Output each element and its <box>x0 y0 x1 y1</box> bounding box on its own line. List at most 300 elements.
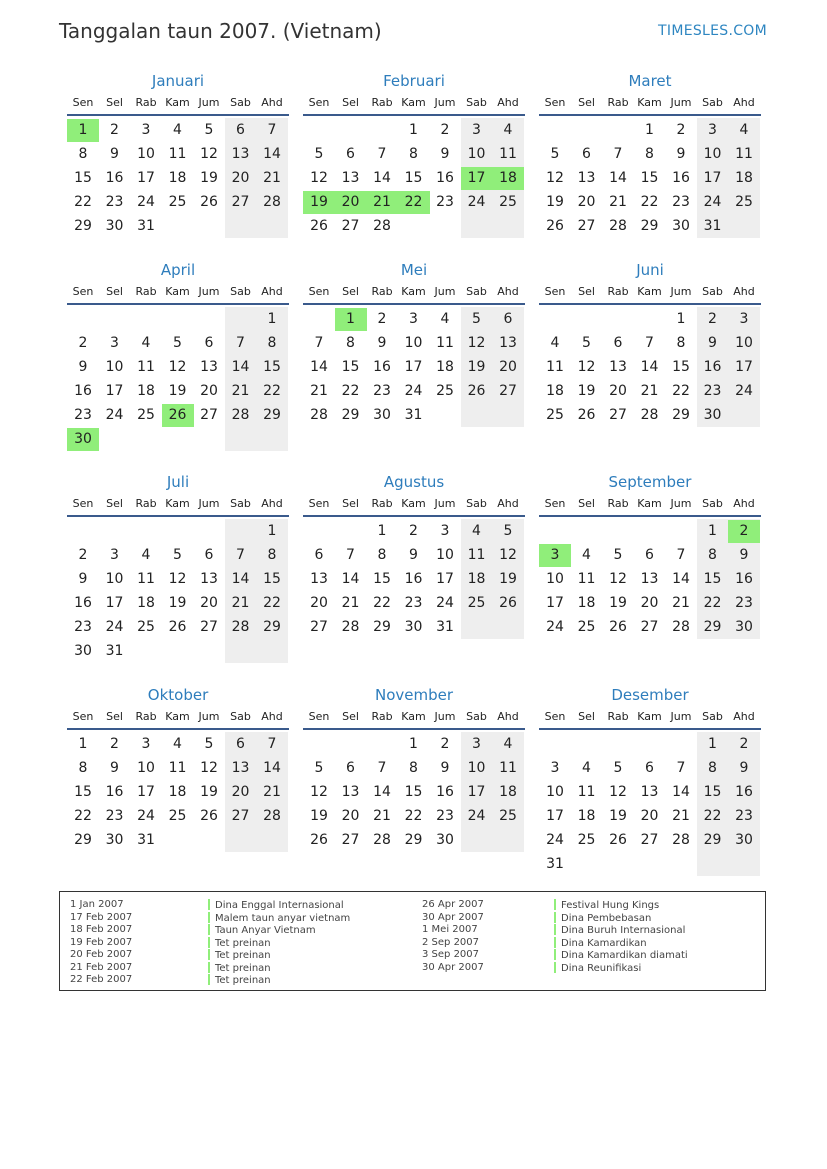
day-cell[interactable]: 13 <box>310 571 328 587</box>
day-cell[interactable]: 30 <box>703 407 722 423</box>
day-cell[interactable]: 6 <box>582 146 591 162</box>
day-cell[interactable]: 23 <box>74 407 92 423</box>
day-cell[interactable]: 1 <box>78 736 88 752</box>
day-cell[interactable]: 28 <box>373 218 391 234</box>
day-cell[interactable]: 30 <box>436 832 454 848</box>
day-cell[interactable]: 7 <box>676 760 686 776</box>
day-cell[interactable]: 18 <box>168 784 187 800</box>
holiday-day-cell[interactable]: 30 <box>67 428 99 451</box>
day-cell[interactable]: 8 <box>267 335 277 351</box>
day-cell[interactable]: 23 <box>105 194 124 210</box>
day-cell[interactable]: 4 <box>440 311 450 327</box>
day-cell[interactable]: 14 <box>373 170 391 186</box>
day-cell[interactable]: 20 <box>310 595 328 611</box>
day-cell[interactable]: 4 <box>582 760 591 776</box>
day-cell[interactable]: 4 <box>173 736 182 752</box>
day-cell[interactable]: 30 <box>735 832 753 848</box>
day-cell[interactable]: 20 <box>341 808 360 824</box>
day-cell[interactable]: 22 <box>74 808 92 824</box>
day-cell[interactable]: 31 <box>703 218 722 234</box>
day-cell[interactable]: 29 <box>263 407 281 423</box>
day-cell[interactable]: 16 <box>672 170 690 186</box>
day-cell[interactable]: 24 <box>105 407 124 423</box>
day-cell[interactable]: 29 <box>404 832 423 848</box>
day-cell[interactable]: 26 <box>609 832 627 848</box>
day-cell[interactable]: 29 <box>373 619 391 635</box>
day-cell[interactable]: 29 <box>640 218 659 234</box>
day-cell[interactable]: 3 <box>110 335 119 351</box>
day-cell[interactable]: 27 <box>640 619 659 635</box>
day-cell[interactable]: 14 <box>373 784 391 800</box>
day-cell[interactable]: 19 <box>168 595 187 611</box>
day-cell[interactable]: 18 <box>546 383 564 399</box>
day-cell[interactable]: 25 <box>735 194 753 210</box>
day-cell[interactable]: 8 <box>645 146 654 162</box>
day-cell[interactable]: 27 <box>499 383 517 399</box>
day-cell[interactable]: 10 <box>105 359 124 375</box>
holiday-day-cell[interactable]: 21 <box>366 191 398 214</box>
day-cell[interactable]: 15 <box>74 170 92 186</box>
day-cell[interactable]: 31 <box>137 832 155 848</box>
day-cell[interactable]: 24 <box>137 808 155 824</box>
day-cell[interactable]: 3 <box>141 736 151 752</box>
day-cell[interactable]: 16 <box>105 170 124 186</box>
day-cell[interactable]: 8 <box>346 335 355 351</box>
day-cell[interactable]: 28 <box>609 218 627 234</box>
day-cell[interactable]: 10 <box>546 784 564 800</box>
holiday-day-cell[interactable]: 20 <box>335 191 367 214</box>
day-cell[interactable]: 14 <box>263 146 281 162</box>
day-cell[interactable]: 12 <box>499 547 517 563</box>
day-cell[interactable]: 18 <box>577 808 596 824</box>
day-cell[interactable]: 24 <box>467 808 486 824</box>
day-cell[interactable]: 30 <box>404 619 423 635</box>
day-cell[interactable]: 17 <box>105 383 124 399</box>
holiday-day-cell[interactable]: 1 <box>335 308 367 331</box>
day-cell[interactable]: 7 <box>645 335 654 351</box>
day-cell[interactable]: 7 <box>676 547 686 563</box>
day-cell[interactable]: 21 <box>310 383 328 399</box>
day-cell[interactable]: 8 <box>409 760 418 776</box>
day-cell[interactable]: 9 <box>739 760 749 776</box>
day-cell[interactable]: 18 <box>436 359 454 375</box>
day-cell[interactable]: 17 <box>404 359 423 375</box>
day-cell[interactable]: 25 <box>577 832 596 848</box>
day-cell[interactable]: 22 <box>373 595 391 611</box>
day-cell[interactable]: 8 <box>708 760 717 776</box>
day-cell[interactable]: 17 <box>546 595 564 611</box>
day-cell[interactable]: 30 <box>74 643 92 659</box>
day-cell[interactable]: 5 <box>582 335 591 351</box>
day-cell[interactable]: 12 <box>310 170 328 186</box>
day-cell[interactable]: 20 <box>231 170 250 186</box>
day-cell[interactable]: 17 <box>105 595 124 611</box>
day-cell[interactable]: 4 <box>141 335 151 351</box>
day-cell[interactable]: 19 <box>609 808 627 824</box>
day-cell[interactable]: 20 <box>577 194 596 210</box>
day-cell[interactable]: 1 <box>267 523 277 539</box>
day-cell[interactable]: 14 <box>672 571 690 587</box>
day-cell[interactable]: 2 <box>409 523 418 539</box>
day-cell[interactable]: 14 <box>609 170 627 186</box>
day-cell[interactable]: 7 <box>377 146 387 162</box>
day-cell[interactable]: 29 <box>263 619 281 635</box>
holiday-day-cell[interactable]: 1 <box>67 119 99 142</box>
day-cell[interactable]: 23 <box>74 619 92 635</box>
day-cell[interactable]: 27 <box>640 832 659 848</box>
day-cell[interactable]: 27 <box>341 218 360 234</box>
day-cell[interactable]: 13 <box>640 784 659 800</box>
day-cell[interactable]: 31 <box>137 218 155 234</box>
day-cell[interactable]: 19 <box>577 383 596 399</box>
day-cell[interactable]: 18 <box>137 595 155 611</box>
day-cell[interactable]: 16 <box>404 571 423 587</box>
day-cell[interactable]: 25 <box>137 619 155 635</box>
day-cell[interactable]: 24 <box>105 619 124 635</box>
day-cell[interactable]: 23 <box>672 194 690 210</box>
day-cell[interactable]: 7 <box>314 335 324 351</box>
day-cell[interactable]: 12 <box>168 571 187 587</box>
day-cell[interactable]: 13 <box>341 784 360 800</box>
day-cell[interactable]: 30 <box>735 619 753 635</box>
day-cell[interactable]: 8 <box>78 760 88 776</box>
day-cell[interactable]: 9 <box>708 335 717 351</box>
day-cell[interactable]: 15 <box>404 170 423 186</box>
day-cell[interactable]: 26 <box>200 194 218 210</box>
day-cell[interactable]: 21 <box>609 194 627 210</box>
day-cell[interactable]: 6 <box>613 335 623 351</box>
day-cell[interactable]: 24 <box>735 383 753 399</box>
day-cell[interactable]: 11 <box>168 760 187 776</box>
day-cell[interactable]: 13 <box>609 359 627 375</box>
day-cell[interactable]: 29 <box>74 832 92 848</box>
day-cell[interactable]: 5 <box>314 760 324 776</box>
day-cell[interactable]: 21 <box>341 595 360 611</box>
day-cell[interactable]: 15 <box>74 784 92 800</box>
day-cell[interactable]: 9 <box>676 146 686 162</box>
day-cell[interactable]: 4 <box>141 547 151 563</box>
day-cell[interactable]: 28 <box>341 619 360 635</box>
day-cell[interactable]: 2 <box>708 311 717 327</box>
holiday-day-cell[interactable]: 17 <box>461 167 493 190</box>
day-cell[interactable]: 7 <box>267 736 277 752</box>
day-cell[interactable]: 21 <box>672 595 690 611</box>
day-cell[interactable]: 29 <box>74 218 92 234</box>
day-cell[interactable]: 9 <box>440 146 450 162</box>
day-cell[interactable]: 30 <box>373 407 391 423</box>
day-cell[interactable]: 5 <box>204 736 214 752</box>
day-cell[interactable]: 15 <box>404 784 423 800</box>
day-cell[interactable]: 5 <box>613 760 623 776</box>
day-cell[interactable]: 25 <box>168 808 187 824</box>
day-cell[interactable]: 16 <box>105 784 124 800</box>
day-cell[interactable]: 31 <box>105 643 124 659</box>
day-cell[interactable]: 11 <box>499 760 517 776</box>
day-cell[interactable]: 3 <box>110 547 119 563</box>
day-cell[interactable]: 5 <box>173 335 182 351</box>
day-cell[interactable]: 26 <box>168 619 187 635</box>
day-cell[interactable]: 1 <box>267 311 277 327</box>
day-cell[interactable]: 23 <box>436 808 454 824</box>
day-cell[interactable]: 9 <box>440 760 450 776</box>
day-cell[interactable]: 27 <box>577 218 596 234</box>
day-cell[interactable]: 8 <box>267 547 277 563</box>
day-cell[interactable]: 28 <box>263 808 281 824</box>
day-cell[interactable]: 23 <box>735 595 753 611</box>
day-cell[interactable]: 7 <box>346 547 355 563</box>
day-cell[interactable]: 25 <box>499 194 517 210</box>
day-cell[interactable]: 14 <box>672 784 690 800</box>
day-cell[interactable]: 19 <box>310 808 328 824</box>
day-cell[interactable]: 3 <box>472 122 481 138</box>
day-cell[interactable]: 23 <box>735 808 753 824</box>
day-cell[interactable]: 1 <box>409 122 418 138</box>
day-cell[interactable]: 11 <box>467 547 486 563</box>
day-cell[interactable]: 13 <box>499 335 517 351</box>
day-cell[interactable]: 6 <box>314 547 324 563</box>
day-cell[interactable]: 13 <box>200 571 218 587</box>
day-cell[interactable]: 5 <box>503 523 513 539</box>
day-cell[interactable]: 14 <box>640 359 659 375</box>
day-cell[interactable]: 10 <box>546 571 564 587</box>
day-cell[interactable]: 13 <box>577 170 596 186</box>
day-cell[interactable]: 29 <box>703 619 722 635</box>
day-cell[interactable]: 9 <box>377 335 387 351</box>
day-cell[interactable]: 13 <box>341 170 360 186</box>
day-cell[interactable]: 10 <box>105 571 124 587</box>
day-cell[interactable]: 11 <box>137 571 155 587</box>
holiday-day-cell[interactable]: 2 <box>728 520 760 543</box>
day-cell[interactable]: 20 <box>200 383 218 399</box>
day-cell[interactable]: 21 <box>373 808 391 824</box>
day-cell[interactable]: 16 <box>74 383 92 399</box>
day-cell[interactable]: 9 <box>409 547 418 563</box>
day-cell[interactable]: 24 <box>703 194 722 210</box>
day-cell[interactable]: 27 <box>231 194 250 210</box>
day-cell[interactable]: 11 <box>168 146 187 162</box>
day-cell[interactable]: 2 <box>739 736 749 752</box>
day-cell[interactable]: 21 <box>231 383 250 399</box>
day-cell[interactable]: 9 <box>78 571 88 587</box>
day-cell[interactable]: 10 <box>137 760 155 776</box>
day-cell[interactable]: 15 <box>263 571 281 587</box>
holiday-day-cell[interactable]: 3 <box>539 544 571 567</box>
day-cell[interactable]: 5 <box>472 311 481 327</box>
day-cell[interactable]: 30 <box>672 218 690 234</box>
day-cell[interactable]: 22 <box>640 194 659 210</box>
day-cell[interactable]: 18 <box>577 595 596 611</box>
day-cell[interactable]: 24 <box>546 619 564 635</box>
day-cell[interactable]: 22 <box>263 383 281 399</box>
day-cell[interactable]: 31 <box>436 619 454 635</box>
day-cell[interactable]: 14 <box>341 571 360 587</box>
day-cell[interactable]: 18 <box>168 170 187 186</box>
day-cell[interactable]: 2 <box>78 335 88 351</box>
day-cell[interactable]: 27 <box>609 407 627 423</box>
holiday-day-cell[interactable]: 26 <box>162 404 194 427</box>
day-cell[interactable]: 11 <box>546 359 564 375</box>
day-cell[interactable]: 24 <box>546 832 564 848</box>
holiday-day-cell[interactable]: 22 <box>398 191 430 214</box>
day-cell[interactable]: 20 <box>231 784 250 800</box>
day-cell[interactable]: 13 <box>231 760 250 776</box>
day-cell[interactable]: 17 <box>546 808 564 824</box>
day-cell[interactable]: 13 <box>640 571 659 587</box>
day-cell[interactable]: 16 <box>436 784 454 800</box>
day-cell[interactable]: 7 <box>377 760 387 776</box>
day-cell[interactable]: 22 <box>672 383 690 399</box>
day-cell[interactable]: 11 <box>735 146 753 162</box>
day-cell[interactable]: 16 <box>735 571 753 587</box>
day-cell[interactable]: 7 <box>267 122 277 138</box>
day-cell[interactable]: 19 <box>609 595 627 611</box>
day-cell[interactable]: 15 <box>672 359 690 375</box>
day-cell[interactable]: 15 <box>703 571 722 587</box>
day-cell[interactable]: 12 <box>609 571 627 587</box>
day-cell[interactable]: 9 <box>110 146 119 162</box>
day-cell[interactable]: 6 <box>236 736 245 752</box>
day-cell[interactable]: 25 <box>499 808 517 824</box>
day-cell[interactable]: 28 <box>640 407 659 423</box>
day-cell[interactable]: 26 <box>200 808 218 824</box>
day-cell[interactable]: 27 <box>200 407 218 423</box>
day-cell[interactable]: 24 <box>436 595 454 611</box>
day-cell[interactable]: 10 <box>735 335 753 351</box>
day-cell[interactable]: 14 <box>231 359 250 375</box>
day-cell[interactable]: 6 <box>236 122 245 138</box>
day-cell[interactable]: 17 <box>436 571 454 587</box>
day-cell[interactable]: 11 <box>436 335 454 351</box>
day-cell[interactable]: 12 <box>200 760 218 776</box>
day-cell[interactable]: 5 <box>204 122 214 138</box>
day-cell[interactable]: 28 <box>373 832 391 848</box>
day-cell[interactable]: 7 <box>236 547 245 563</box>
day-cell[interactable]: 8 <box>78 146 88 162</box>
day-cell[interactable]: 11 <box>577 784 596 800</box>
day-cell[interactable]: 6 <box>346 146 355 162</box>
day-cell[interactable]: 27 <box>231 808 250 824</box>
day-cell[interactable]: 28 <box>310 407 328 423</box>
day-cell[interactable]: 2 <box>78 547 88 563</box>
day-cell[interactable]: 23 <box>404 595 423 611</box>
day-cell[interactable]: 8 <box>676 335 686 351</box>
day-cell[interactable]: 1 <box>377 523 387 539</box>
day-cell[interactable]: 21 <box>263 784 281 800</box>
day-cell[interactable]: 19 <box>200 784 218 800</box>
day-cell[interactable]: 17 <box>467 784 486 800</box>
day-cell[interactable]: 26 <box>310 832 328 848</box>
day-cell[interactable]: 13 <box>231 146 250 162</box>
day-cell[interactable]: 21 <box>263 170 281 186</box>
day-cell[interactable]: 22 <box>74 194 92 210</box>
day-cell[interactable]: 4 <box>472 523 481 539</box>
day-cell[interactable]: 1 <box>676 311 686 327</box>
day-cell[interactable]: 26 <box>577 407 596 423</box>
day-cell[interactable]: 19 <box>499 571 517 587</box>
day-cell[interactable]: 16 <box>735 784 753 800</box>
day-cell[interactable]: 3 <box>550 760 560 776</box>
day-cell[interactable]: 18 <box>467 571 486 587</box>
day-cell[interactable]: 13 <box>200 359 218 375</box>
day-cell[interactable]: 23 <box>703 383 722 399</box>
day-cell[interactable]: 3 <box>141 122 151 138</box>
day-cell[interactable]: 22 <box>341 383 360 399</box>
day-cell[interactable]: 20 <box>609 383 627 399</box>
day-cell[interactable]: 23 <box>373 383 391 399</box>
day-cell[interactable]: 2 <box>440 736 450 752</box>
day-cell[interactable]: 19 <box>546 194 564 210</box>
day-cell[interactable]: 15 <box>373 571 391 587</box>
day-cell[interactable]: 15 <box>341 359 360 375</box>
day-cell[interactable]: 28 <box>263 194 281 210</box>
day-cell[interactable]: 2 <box>110 122 119 138</box>
day-cell[interactable]: 23 <box>105 808 124 824</box>
day-cell[interactable]: 12 <box>546 170 564 186</box>
day-cell[interactable]: 25 <box>467 595 486 611</box>
day-cell[interactable]: 20 <box>640 595 659 611</box>
day-cell[interactable]: 27 <box>200 619 218 635</box>
day-cell[interactable]: 27 <box>310 619 328 635</box>
day-cell[interactable]: 28 <box>231 407 250 423</box>
day-cell[interactable]: 6 <box>204 547 214 563</box>
day-cell[interactable]: 4 <box>739 122 749 138</box>
day-cell[interactable]: 6 <box>503 311 513 327</box>
day-cell[interactable]: 29 <box>672 407 690 423</box>
day-cell[interactable]: 1 <box>409 736 418 752</box>
day-cell[interactable]: 9 <box>78 359 88 375</box>
day-cell[interactable]: 11 <box>137 359 155 375</box>
day-cell[interactable]: 21 <box>640 383 659 399</box>
day-cell[interactable]: 28 <box>672 619 690 635</box>
day-cell[interactable]: 6 <box>346 760 355 776</box>
day-cell[interactable]: 25 <box>546 407 564 423</box>
day-cell[interactable]: 10 <box>436 547 454 563</box>
day-cell[interactable]: 26 <box>310 218 328 234</box>
day-cell[interactable]: 9 <box>110 760 119 776</box>
day-cell[interactable]: 28 <box>231 619 250 635</box>
day-cell[interactable]: 2 <box>377 311 387 327</box>
day-cell[interactable]: 8 <box>377 547 387 563</box>
day-cell[interactable]: 14 <box>263 760 281 776</box>
day-cell[interactable]: 3 <box>472 736 481 752</box>
day-cell[interactable]: 4 <box>582 547 591 563</box>
day-cell[interactable]: 16 <box>436 170 454 186</box>
day-cell[interactable]: 22 <box>703 808 722 824</box>
day-cell[interactable]: 18 <box>735 170 753 186</box>
day-cell[interactable]: 30 <box>105 832 124 848</box>
day-cell[interactable]: 4 <box>503 122 513 138</box>
day-cell[interactable]: 24 <box>404 383 423 399</box>
day-cell[interactable]: 17 <box>137 784 155 800</box>
day-cell[interactable]: 7 <box>613 146 623 162</box>
day-cell[interactable]: 12 <box>577 359 596 375</box>
day-cell[interactable]: 25 <box>137 407 155 423</box>
day-cell[interactable]: 14 <box>231 571 250 587</box>
day-cell[interactable]: 24 <box>137 194 155 210</box>
day-cell[interactable]: 15 <box>703 784 722 800</box>
day-cell[interactable]: 19 <box>168 383 187 399</box>
day-cell[interactable]: 11 <box>577 571 596 587</box>
day-cell[interactable]: 10 <box>703 146 722 162</box>
day-cell[interactable]: 2 <box>676 122 686 138</box>
day-cell[interactable]: 23 <box>436 194 454 210</box>
day-cell[interactable]: 14 <box>310 359 328 375</box>
day-cell[interactable]: 12 <box>168 359 187 375</box>
day-cell[interactable]: 15 <box>640 170 659 186</box>
day-cell[interactable]: 6 <box>204 335 214 351</box>
day-cell[interactable]: 5 <box>314 146 324 162</box>
holiday-day-cell[interactable]: 19 <box>303 191 335 214</box>
